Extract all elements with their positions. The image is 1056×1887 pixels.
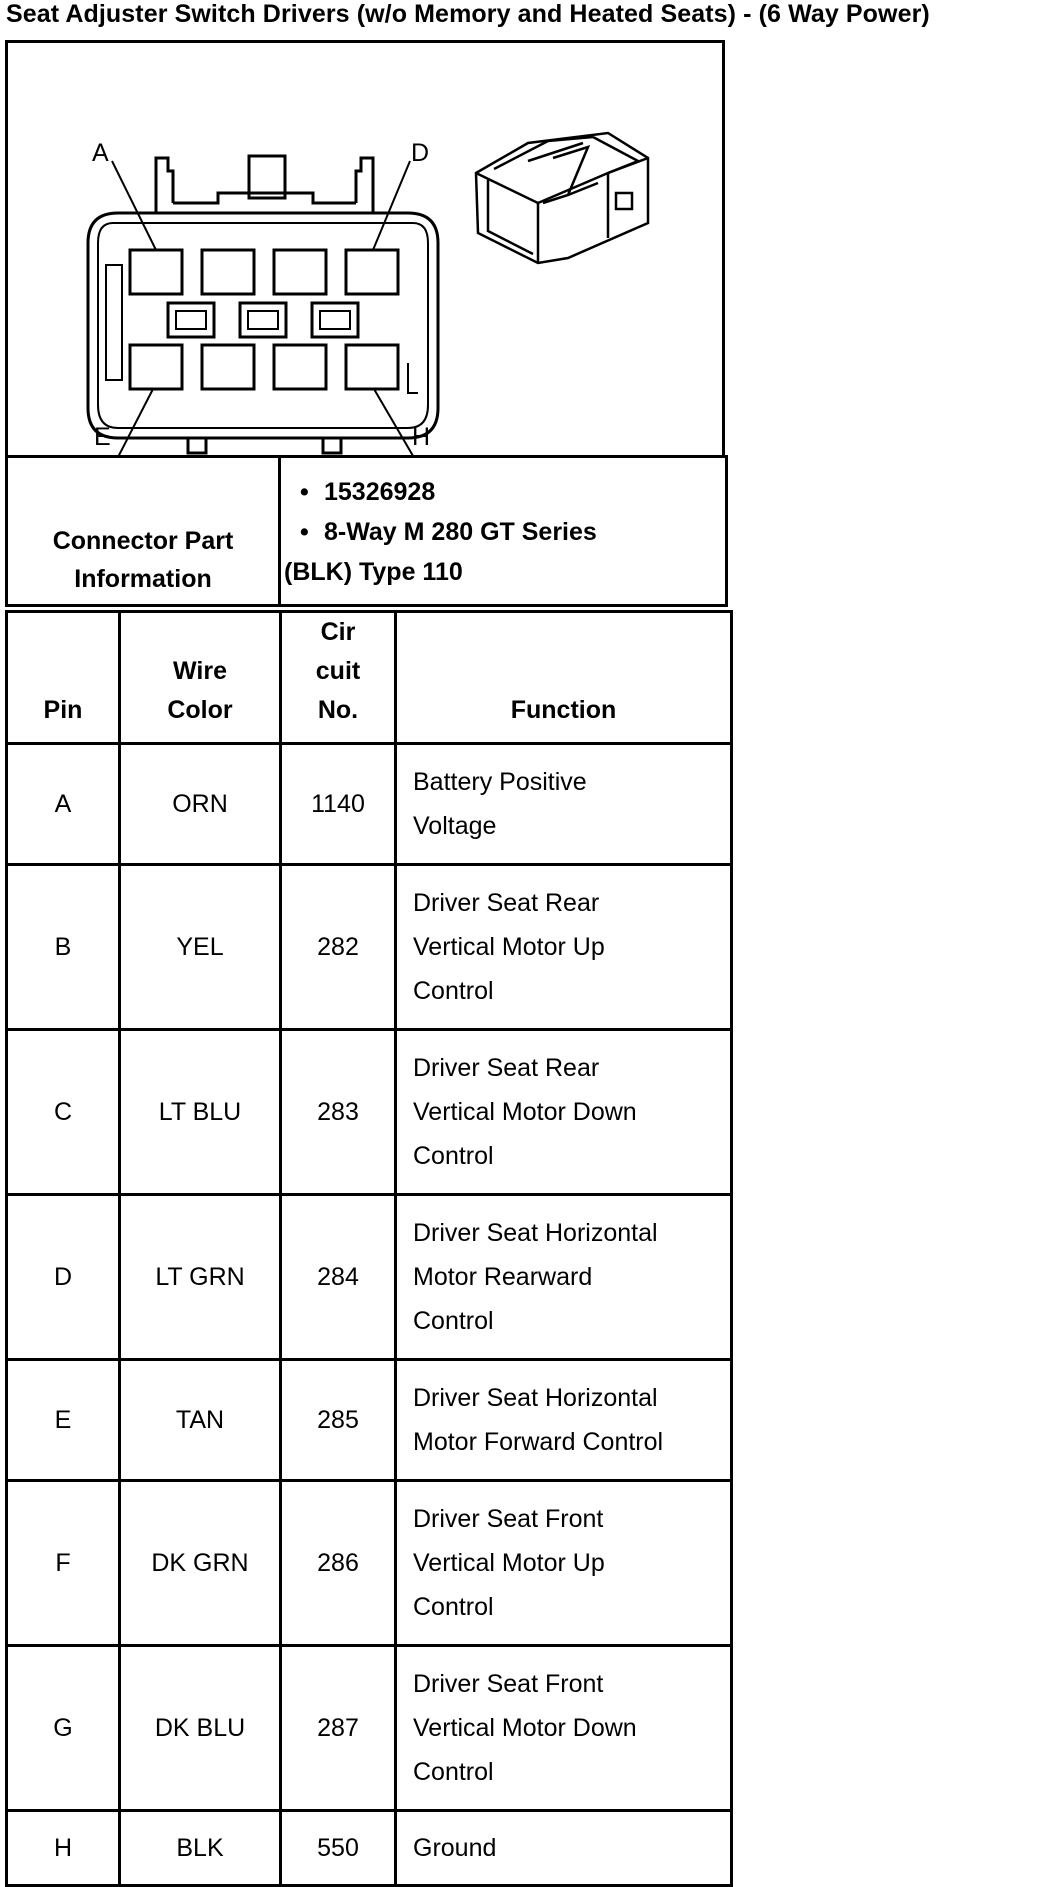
- function-line: Battery Positive: [413, 768, 587, 796]
- function-line: Motor Forward Control: [413, 1428, 664, 1456]
- wire-color-cell: LT GRN: [120, 1195, 281, 1360]
- pin-cell: B: [7, 865, 120, 1030]
- function-cell: [396, 1195, 732, 1360]
- function-line: Ground: [413, 1834, 497, 1862]
- connector-series: 8-Way M 280 GT Series: [324, 518, 597, 546]
- function-line: Driver Seat Horizontal: [413, 1219, 658, 1247]
- header-wire-color: Wire Color: [120, 612, 281, 744]
- function-line: Vertical Motor Down: [413, 1098, 637, 1126]
- function-line: Control: [413, 977, 494, 1005]
- function-line: Control: [413, 1593, 494, 1621]
- part-number: 15326928: [324, 478, 436, 506]
- wire-color-cell: DK GRN: [120, 1481, 281, 1646]
- wire-color-cell: ORN: [120, 744, 281, 865]
- function-cell: [396, 1360, 732, 1481]
- table-row: [7, 865, 732, 1030]
- table-row: [7, 1646, 732, 1811]
- wire-color-cell: DK BLU: [120, 1646, 281, 1811]
- connector-part-info-row: [5, 455, 728, 607]
- pin-label-a: A: [92, 139, 109, 167]
- function-cell: [396, 744, 732, 865]
- function-line: Vertical Motor Up: [413, 1549, 605, 1577]
- wire-color-cell: TAN: [120, 1360, 281, 1481]
- function-cell: [396, 1646, 732, 1811]
- page-title: Seat Adjuster Switch Drivers (w/o Memory and Heated Seats) - (6 Way Power): [6, 0, 930, 28]
- function-line: Driver Seat Horizontal: [413, 1384, 658, 1412]
- table-row: [7, 1811, 732, 1886]
- function-line: Driver Seat Rear: [413, 1054, 600, 1082]
- function-cell: [396, 865, 732, 1030]
- circuit-cell: 287: [281, 1646, 396, 1811]
- pin-label-h: H: [412, 423, 431, 451]
- wire-color-cell: LT BLU: [120, 1030, 281, 1195]
- header-circuit-no: Cir cuit No.: [281, 612, 396, 744]
- circuit-cell: 285: [281, 1360, 396, 1481]
- header-function: Function: [396, 612, 732, 744]
- circuit-cell: 282: [281, 865, 396, 1030]
- connector-diagram: [5, 40, 725, 455]
- table-row: [7, 1360, 732, 1481]
- header-pin: Pin: [7, 612, 120, 744]
- connector-part-details: • 15326928 • 8-Way M 280 GT Series (BLK) Type 110: [284, 472, 597, 592]
- pinout-table: [5, 610, 733, 1887]
- connector-type: (BLK) Type 110: [284, 558, 463, 586]
- circuit-cell: 286: [281, 1481, 396, 1646]
- pin-cell: C: [7, 1030, 120, 1195]
- pin-cell: H: [7, 1811, 120, 1886]
- pin-cell: F: [7, 1481, 120, 1646]
- function-line: Driver Seat Rear: [413, 889, 600, 917]
- function-line: Voltage: [413, 812, 497, 840]
- pin-label-e: E: [94, 423, 111, 451]
- pin-cell: G: [7, 1646, 120, 1811]
- circuit-cell: 283: [281, 1030, 396, 1195]
- function-line: Vertical Motor Up: [413, 933, 605, 961]
- table-row: [7, 1195, 732, 1360]
- pin-cell: D: [7, 1195, 120, 1360]
- function-cell: [396, 1481, 732, 1646]
- function-line: Driver Seat Front: [413, 1670, 604, 1698]
- function-line: Control: [413, 1307, 494, 1335]
- function-line: Control: [413, 1758, 494, 1786]
- pin-cell: E: [7, 1360, 120, 1481]
- wire-color-cell: BLK: [120, 1811, 281, 1886]
- function-line: Vertical Motor Down: [413, 1714, 637, 1742]
- circuit-cell: 550: [281, 1811, 396, 1886]
- function-cell: [396, 1030, 732, 1195]
- table-row: [7, 744, 732, 865]
- pin-cell: A: [7, 744, 120, 865]
- function-line: Driver Seat Front: [413, 1505, 604, 1533]
- function-line: Motor Rearward: [413, 1263, 593, 1291]
- pin-label-d: D: [411, 139, 430, 167]
- table-row: [7, 1481, 732, 1646]
- connector-part-label: Connector Part Information: [8, 458, 281, 604]
- circuit-cell: 1140: [281, 744, 396, 865]
- circuit-cell: 284: [281, 1195, 396, 1360]
- wire-color-cell: YEL: [120, 865, 281, 1030]
- function-line: Control: [413, 1142, 494, 1170]
- function-cell: [396, 1811, 732, 1886]
- table-row: [7, 1030, 732, 1195]
- connector-face-drawing: [8, 43, 728, 458]
